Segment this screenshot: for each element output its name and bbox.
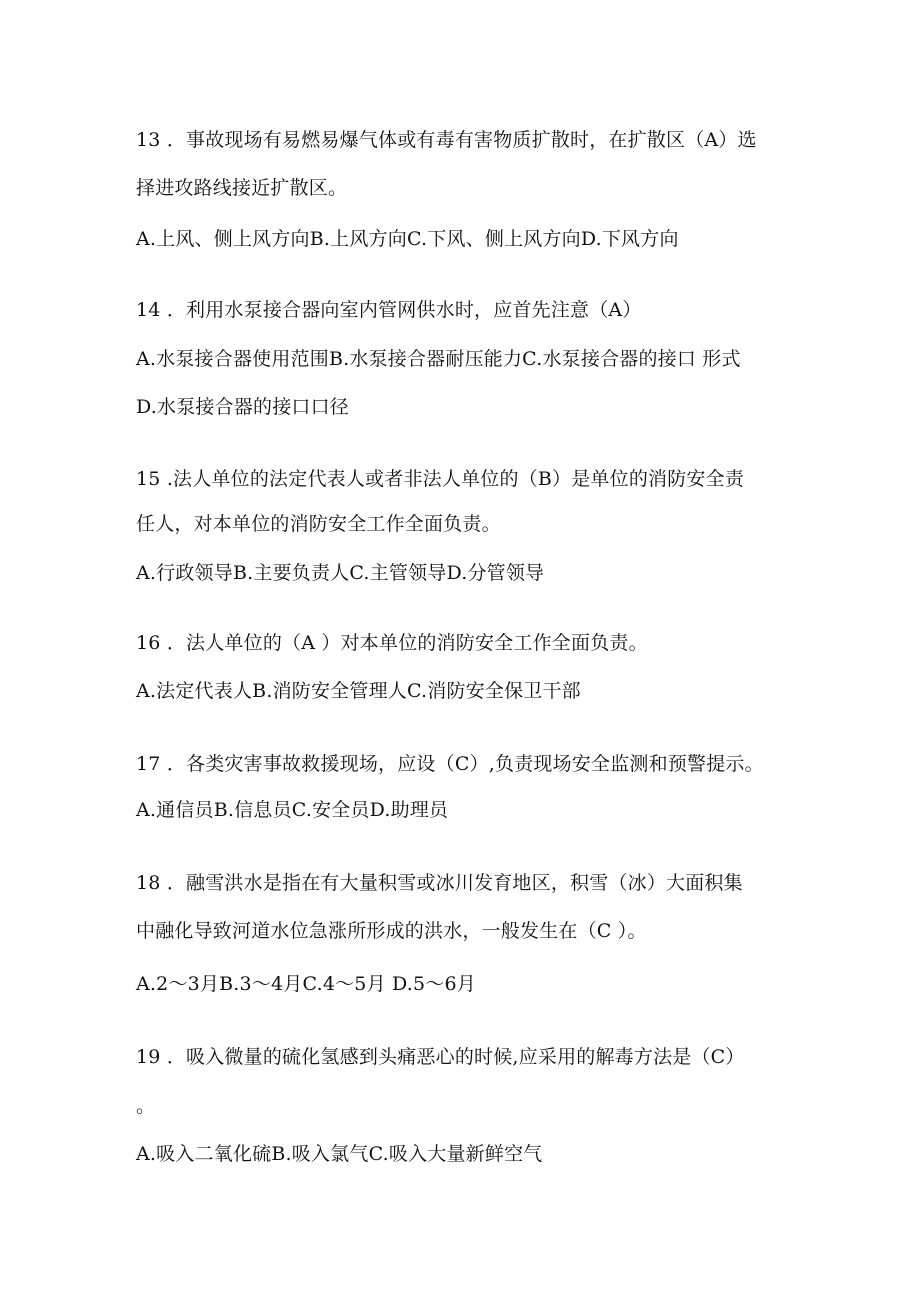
question-17-options: A.通信员B.信息员C.安全员D.助理员 (136, 799, 449, 821)
question-17-number: 17 (136, 753, 161, 775)
question-13-stem-text: ．事故现场有易燃易爆气体或有毒有害物质扩散时，在扩散区（A）选 (166, 129, 757, 151)
question-15-stem-line-2: 任人，对本单位的消防安全工作全面负责。 (136, 513, 501, 535)
question-13-stem-line-1 (136, 127, 757, 153)
question-15-options: A.行政领导B.主要负责人C.主管领导D.分管领导 (136, 562, 545, 584)
question-19-stem-line-2: 。 (136, 1095, 156, 1117)
question-16-stem (136, 630, 648, 656)
question-18-stem-line-2: 中融化导致河道水位急涨所形成的洪水，一般发生在（C ）。 (136, 920, 647, 942)
question-16-options: A.法定代表人B.消防安全管理人C.消防安全保卫干部 (136, 680, 581, 702)
question-13-number: 13 (136, 129, 161, 151)
question-17-stem-text: ．各类灾害事故救援现场，应设（C）,负责现场安全监测和预警提示。 (166, 753, 764, 775)
question-19-number: 19 (136, 1046, 161, 1068)
question-14-options-line-2: D.水泵接合器的接口口径 (136, 396, 349, 418)
question-14-stem-text: ．利用水泵接合器向室内管网供水时，应首先注意（A） (166, 299, 642, 321)
question-19-options: A.吸入二氧化硫B.吸入氯气C.吸入大量新鲜空气 (136, 1143, 543, 1165)
question-17-stem (136, 751, 764, 777)
question-14-number: 14 (136, 299, 161, 321)
question-19-stem-text: ．吸入微量的硫化氢感到头痛恶心的时候,应采用的解毒方法是（C） (166, 1046, 745, 1068)
question-16-stem-text: ．法人单位的（A ）对本单位的消防安全工作全面负责。 (166, 632, 648, 654)
question-15-stem-line-1 (136, 466, 744, 492)
question-16-number: 16 (136, 632, 161, 654)
question-15-number: 15 (136, 468, 161, 490)
question-13-stem-line-2: 择进攻路线接近扩散区。 (136, 177, 348, 199)
question-18-number: 18 (136, 872, 161, 894)
question-18-stem-line-1 (136, 870, 743, 896)
question-13-options: A.上风、侧上风方向B.上风方向C.下风、侧上风方向D.下风方向 (136, 228, 679, 250)
question-18-stem-text: ．融雪洪水是指在有大量积雪或冰川发育地区，积雪（冰）大面积集 (166, 872, 743, 894)
question-19-stem-line-1 (136, 1044, 745, 1070)
question-18-options: A.2～3月B.3～4月C.4～5月 D.5～6月 (136, 973, 477, 995)
question-14-stem-line-1 (136, 297, 642, 323)
question-15-stem-text: .法人单位的法定代表人或者非法人单位的（B）是单位的消防安全责 (160, 468, 745, 490)
question-14-options-line-1: A.水泵接合器使用范围B.水泵接合器耐压能力C.水泵接合器的接口 形式 (136, 348, 741, 370)
